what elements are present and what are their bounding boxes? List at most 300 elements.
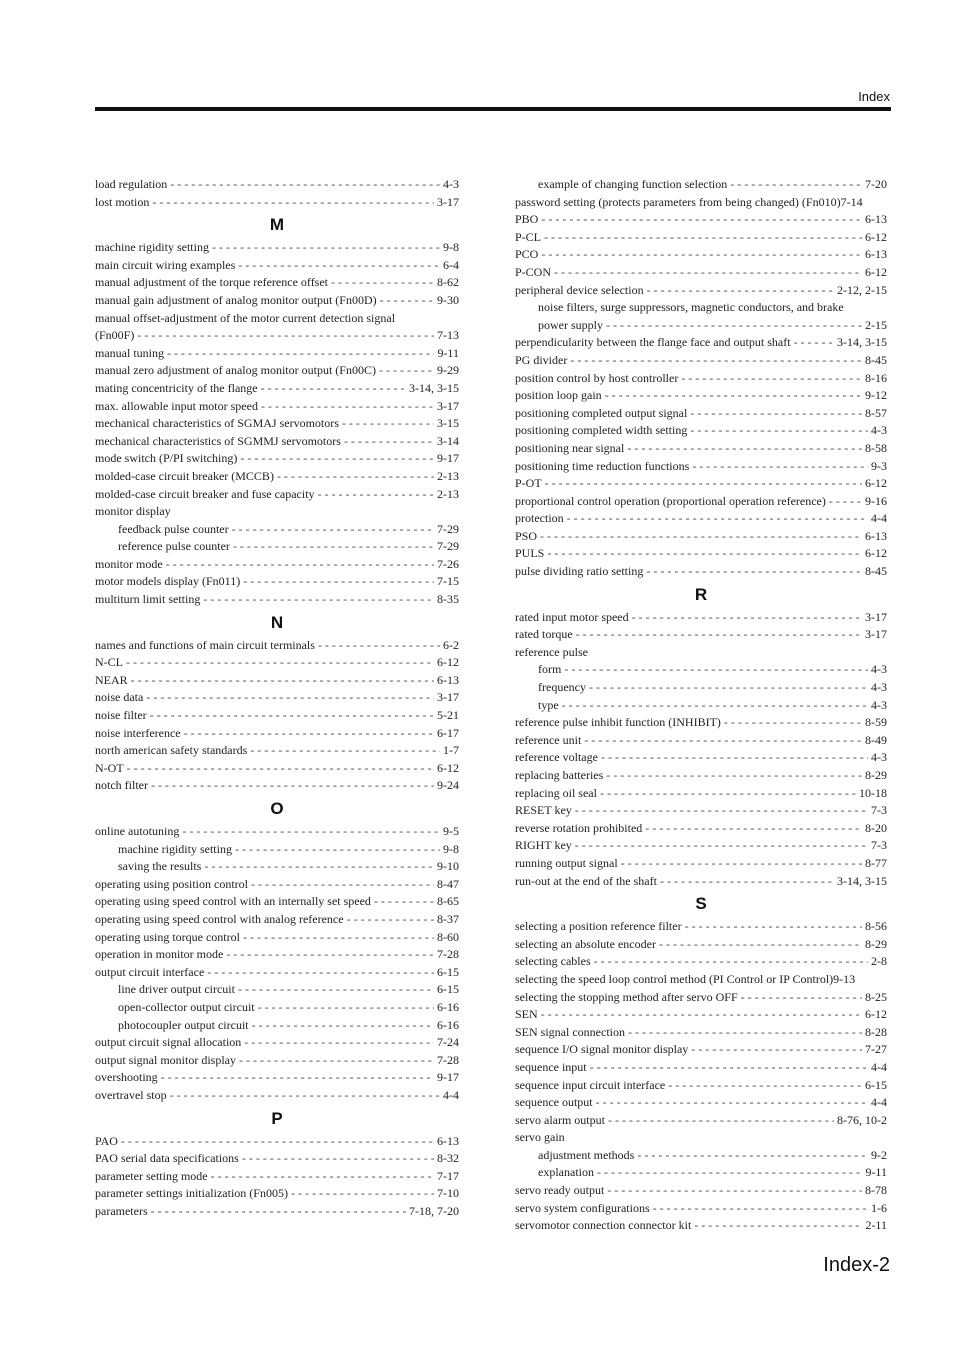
entry-page-ref: 6-12	[865, 264, 887, 279]
entry-term: manual zero adjustment of analog monitor output (Fn00C)	[95, 363, 376, 378]
index-entry	[515, 334, 887, 352]
index-entry	[95, 1133, 459, 1151]
dot-leader	[258, 999, 434, 1017]
entry-page-ref: 7-28	[437, 947, 459, 962]
entry-term: pulse dividing ratio setting	[515, 564, 644, 579]
index-entry	[95, 777, 459, 795]
entry-page-ref: 8-60	[437, 929, 459, 944]
dot-leader	[235, 841, 440, 859]
index-entry	[515, 370, 887, 388]
entry-page-ref: 2-11	[865, 1218, 887, 1233]
running-header-section: Index	[858, 89, 890, 104]
dot-leader	[668, 1077, 862, 1095]
index-entry	[95, 707, 459, 725]
dot-leader	[170, 176, 440, 194]
dot-leader	[380, 292, 434, 310]
entry-term: operating using speed control with an internally set speed	[95, 894, 371, 909]
entry-term: servo gain	[515, 1130, 565, 1145]
entry-page-ref: 3-14	[437, 433, 459, 448]
dot-leader	[242, 1150, 434, 1168]
dot-leader	[238, 257, 440, 275]
index-entry	[515, 785, 887, 803]
index-entry	[515, 1024, 887, 1042]
dot-leader	[628, 1024, 862, 1042]
index-subentry	[515, 176, 887, 194]
entry-page-ref: 4-3	[871, 697, 887, 712]
entry-page-ref: 9-16	[865, 493, 887, 508]
entry-term: P-CL	[515, 229, 542, 244]
dot-leader	[344, 433, 434, 451]
dot-leader	[207, 964, 434, 982]
entry-page-ref: 6-13	[437, 672, 459, 687]
entry-term-continued: (Fn00F)	[95, 328, 135, 343]
entry-page-ref: 7-28	[437, 1052, 459, 1067]
dot-leader	[653, 1200, 868, 1218]
index-entry	[95, 893, 459, 911]
entry-term: motor models display (Fn011)	[95, 574, 241, 589]
entry-page-ref: 8-59	[865, 715, 887, 730]
entry-page-ref: 8-28	[865, 1024, 887, 1039]
index-entry	[515, 918, 887, 936]
entry-term: selecting the speed loop control method (PI Control or IP Control)9-13	[515, 971, 856, 986]
dot-leader	[226, 946, 434, 964]
entry-page-ref: 2-8	[871, 954, 887, 969]
entry-page-ref: 2-13	[437, 468, 459, 483]
index-entry	[515, 714, 887, 732]
entry-term: main circuit wiring examples	[95, 257, 236, 272]
dot-leader	[794, 334, 834, 352]
dot-leader	[243, 929, 434, 947]
entry-term: noise filters, surge suppressors, magnetic conductors, and brake	[538, 300, 844, 315]
dot-leader	[685, 918, 862, 936]
entry-term: output signal monitor display	[95, 1052, 236, 1067]
index-subentry	[95, 858, 459, 876]
dot-leader	[647, 282, 834, 300]
entry-term: perpendicularity between the flange face and output shaft	[515, 335, 791, 350]
entry-term: feedback pulse counter	[118, 521, 229, 536]
index-entry	[95, 1034, 459, 1052]
entry-term: servo alarm output	[515, 1112, 605, 1127]
dot-leader	[152, 194, 434, 212]
index-entry	[95, 398, 459, 416]
index-entry	[515, 299, 887, 317]
entry-term: overshooting	[95, 1070, 158, 1085]
index-entry	[515, 1200, 887, 1218]
entry-term: mating concentricity of the flange	[95, 380, 258, 395]
index-entry	[95, 725, 459, 743]
entry-page-ref: 7-29	[437, 521, 459, 536]
entry-term: position control by host controller	[515, 370, 679, 385]
index-entry	[515, 802, 887, 820]
dot-leader	[211, 1168, 434, 1186]
entry-term: positioning completed width setting	[515, 423, 688, 438]
index-entry	[515, 837, 887, 855]
dot-leader	[127, 760, 434, 778]
index-entry	[95, 876, 459, 894]
index-entry	[95, 468, 459, 486]
index-column-left	[95, 176, 459, 1220]
entry-page-ref: 3-14, 3-15	[837, 873, 887, 888]
entry-term: reference unit	[515, 732, 582, 747]
entry-page-ref: 6-15	[437, 982, 459, 997]
index-letter-heading: P	[271, 1108, 283, 1128]
index-entry	[95, 573, 459, 591]
entry-term: names and functions of main circuit terminals	[95, 637, 315, 652]
entry-term: max. allowable input motor speed	[95, 398, 258, 413]
entry-term: overtravel stop	[95, 1087, 167, 1102]
entry-term: machine rigidity setting	[95, 240, 209, 255]
index-entry	[95, 689, 459, 707]
index-entry	[95, 1087, 459, 1105]
dot-leader	[379, 362, 434, 380]
entry-term: selecting a position reference filter	[515, 919, 682, 934]
entry-page-ref: 8-49	[865, 732, 887, 747]
dot-leader	[347, 911, 434, 929]
entry-page-ref: 5-21	[437, 708, 459, 723]
entry-term: PAO	[95, 1133, 118, 1148]
entry-page-ref: 7-15	[437, 574, 459, 589]
entry-page-ref: 8-65	[437, 894, 459, 909]
dot-leader	[597, 1164, 862, 1182]
dot-leader	[605, 387, 862, 405]
index-entry	[95, 486, 459, 504]
index-column-right	[515, 176, 887, 1235]
index-subentry	[95, 999, 459, 1017]
dot-leader	[251, 876, 434, 894]
dot-leader	[570, 352, 862, 370]
entry-page-ref: 6-12	[865, 476, 887, 491]
dot-leader	[250, 742, 440, 760]
entry-page-ref: 1-7	[443, 743, 459, 758]
dot-leader	[659, 936, 862, 954]
dot-leader	[541, 246, 862, 264]
entry-page-ref: 6-13	[865, 528, 887, 543]
entry-page-ref: 3-17	[437, 398, 459, 413]
entry-page-ref: 8-62	[437, 275, 459, 290]
entry-page-ref: 3-14, 3-15	[409, 380, 459, 395]
dot-leader	[576, 626, 862, 644]
index-entry	[515, 936, 887, 954]
dot-leader	[182, 823, 440, 841]
dot-leader	[233, 538, 434, 556]
entry-page-ref: 6-15	[865, 1077, 887, 1092]
dot-leader	[567, 510, 868, 528]
index-entry	[95, 1150, 459, 1168]
entry-page-ref: 8-25	[865, 989, 887, 1004]
entry-term: multiturn limit setting	[95, 592, 201, 607]
index-entry	[515, 264, 887, 282]
entry-page-ref: 8-78	[865, 1183, 887, 1198]
index-entry	[515, 1059, 887, 1077]
entry-term: adjustment methods	[538, 1147, 635, 1162]
index-subentry	[515, 661, 887, 679]
index-subentry	[95, 841, 459, 859]
dot-leader	[606, 767, 862, 785]
header-rule	[95, 107, 891, 111]
dot-leader	[545, 475, 862, 493]
entry-term: reference pulse counter	[118, 539, 230, 554]
entry-term: N-OT	[95, 760, 124, 775]
entry-page-ref: 9-11	[437, 345, 459, 360]
index-entry	[95, 176, 459, 194]
dot-leader	[540, 528, 862, 546]
entry-term: position loop gain	[515, 388, 602, 403]
entry-term: parameter setting mode	[95, 1168, 208, 1183]
entry-page-ref: 8-45	[865, 564, 887, 579]
index-subentry	[95, 1017, 459, 1035]
index-entry	[95, 450, 459, 468]
dot-leader	[541, 1006, 862, 1024]
index-entry	[95, 503, 459, 521]
entry-page-ref: 3-15	[437, 416, 459, 431]
index-entry-continuation	[515, 317, 887, 335]
dot-leader	[646, 563, 862, 581]
dot-leader	[244, 1034, 434, 1052]
index-subentry	[95, 981, 459, 999]
entry-term: molded-case circuit breaker (MCCB)	[95, 468, 274, 483]
entry-page-ref: 7-24	[437, 1035, 459, 1050]
dot-leader	[318, 486, 434, 504]
entry-page-ref: 8-77	[865, 855, 887, 870]
dot-leader	[151, 777, 434, 795]
index-entry	[95, 362, 459, 380]
dot-leader	[601, 749, 868, 767]
entry-term: load regulation	[95, 177, 168, 191]
index-entry	[515, 1217, 887, 1235]
index-entry	[515, 1077, 887, 1095]
dot-leader	[318, 637, 440, 655]
entry-page-ref: 6-2	[443, 637, 459, 652]
entry-term: run-out at the end of the shaft	[515, 873, 657, 888]
entry-term: selecting an absolute encoder	[515, 936, 656, 951]
entry-term: manual adjustment of the torque reference offset	[95, 275, 329, 290]
dot-leader	[238, 981, 434, 999]
index-entry	[515, 510, 887, 528]
entry-page-ref: 3-17	[865, 627, 887, 642]
index-subentry	[515, 1164, 887, 1182]
entry-page-ref: 4-4	[871, 1095, 887, 1110]
entry-term: operating using torque control	[95, 929, 240, 944]
dot-leader	[645, 820, 862, 838]
entry-term: PBO	[515, 212, 539, 227]
entry-term: password setting (protects parameters from being changed) (Fn010)7-14	[515, 194, 863, 209]
entry-term: saving the results	[118, 859, 202, 874]
entry-term: PULS	[515, 546, 545, 561]
entry-term: manual offset-adjustment of the motor current detection signal	[95, 310, 396, 325]
index-entry	[515, 626, 887, 644]
entry-term: form	[538, 662, 562, 677]
entry-page-ref: 6-13	[437, 1133, 459, 1148]
index-entry	[515, 528, 887, 546]
entry-page-ref: 9-12	[865, 388, 887, 403]
dot-leader	[126, 654, 434, 672]
dot-leader	[232, 521, 434, 539]
entry-page-ref: 10-18	[859, 785, 887, 800]
index-entry	[95, 964, 459, 982]
entry-term: monitor mode	[95, 556, 163, 571]
entry-term: output circuit interface	[95, 964, 205, 979]
entry-term: peripheral device selection	[515, 282, 644, 297]
entry-page-ref: 6-12	[437, 655, 459, 670]
dot-leader	[150, 707, 434, 725]
dot-leader	[204, 858, 434, 876]
entry-page-ref: 4-4	[871, 1059, 887, 1074]
entry-page-ref: 9-24	[437, 778, 459, 793]
entry-term: machine rigidity setting	[118, 841, 232, 856]
entry-page-ref: 9-29	[437, 363, 459, 378]
entry-term: manual gain adjustment of analog monitor output (Fn00D)	[95, 292, 377, 307]
dot-leader	[121, 1133, 434, 1151]
dot-leader	[681, 370, 862, 388]
index-entry	[95, 1203, 459, 1221]
index-subentry	[515, 679, 887, 697]
index-entry	[95, 310, 459, 328]
entry-page-ref: 9-2	[871, 1147, 887, 1162]
entry-term: parameters	[95, 1203, 148, 1218]
index-entry	[95, 672, 459, 690]
entry-page-ref: 6-13	[865, 247, 887, 262]
index-entry	[515, 644, 887, 662]
dot-leader	[690, 405, 862, 423]
entry-term: line driver output circuit	[118, 982, 235, 997]
entry-term: north american safety standards	[95, 743, 248, 758]
entry-term: selecting the stopping method after servo OFF	[515, 989, 738, 1004]
entry-page-ref: 4-3	[443, 177, 459, 191]
dot-leader	[146, 689, 434, 707]
index-entry	[515, 422, 887, 440]
entry-term: reference pulse	[515, 644, 588, 659]
entry-term: explanation	[538, 1165, 594, 1180]
entry-page-ref: 6-12	[865, 1007, 887, 1022]
dot-leader	[691, 1041, 862, 1059]
dot-leader	[584, 732, 862, 750]
entry-page-ref: 2-12, 2-15	[837, 282, 887, 297]
dot-leader	[562, 697, 868, 715]
entry-page-ref: 9-30	[437, 292, 459, 307]
index-entry	[515, 1094, 887, 1112]
entry-term: molded-case circuit breaker and fuse capacity	[95, 486, 315, 501]
dot-leader	[564, 661, 868, 679]
dot-leader	[137, 327, 434, 345]
dot-leader	[627, 440, 862, 458]
entry-page-ref: 7-29	[437, 539, 459, 554]
index-letter-heading: N	[270, 612, 284, 632]
dot-leader	[277, 468, 434, 486]
entry-term: servo system configurations	[515, 1200, 650, 1215]
dot-leader	[632, 609, 862, 627]
entry-term: example of changing function selection	[538, 177, 728, 191]
index-entry	[515, 609, 887, 627]
entry-page-ref: 3-14, 3-15	[837, 335, 887, 350]
dot-leader	[342, 415, 434, 433]
dot-leader	[374, 893, 434, 911]
dot-leader	[212, 239, 440, 257]
entry-term: P-OT	[515, 476, 542, 491]
dot-leader	[690, 422, 868, 440]
entry-page-ref: 8-29	[865, 768, 887, 782]
entry-page-ref: 4-3	[871, 750, 887, 765]
index-entry	[515, 732, 887, 750]
entry-term: positioning completed output signal	[515, 405, 688, 420]
entry-page-ref: 8-20	[865, 820, 887, 835]
dot-leader	[660, 873, 834, 891]
entry-page-ref: 7-20	[865, 177, 887, 191]
dot-leader	[203, 591, 434, 609]
entry-page-ref: 8-45	[865, 352, 887, 367]
index-entry	[515, 211, 887, 229]
entry-term: notch filter	[95, 778, 148, 793]
entry-page-ref: 9-5	[443, 824, 459, 838]
entry-term: noise interference	[95, 725, 181, 740]
entry-term: mode switch (P/PI switching)	[95, 451, 238, 466]
dot-leader	[575, 837, 868, 855]
index-entry	[515, 352, 887, 370]
index-entry	[515, 405, 887, 423]
entry-page-ref: 6-13	[865, 212, 887, 227]
entry-page-ref: 4-3	[871, 423, 887, 438]
dot-leader	[594, 953, 868, 971]
index-letter-heading: M	[269, 215, 285, 235]
entry-page-ref: 1-6	[871, 1200, 887, 1215]
entry-page-ref: 9-17	[437, 1070, 459, 1085]
entry-page-ref: 4-4	[871, 511, 887, 526]
entry-page-ref: 8-32	[437, 1151, 459, 1166]
entry-term: mechanical characteristics of SGMMJ servomotors	[95, 433, 341, 448]
index-entry	[515, 387, 887, 405]
index-entry	[515, 953, 887, 971]
index-entry	[515, 440, 887, 458]
entry-term: servo ready output	[515, 1183, 605, 1198]
entry-term: mechanical characteristics of SGMAJ servomotors	[95, 416, 339, 431]
entry-term: rated torque	[515, 627, 573, 642]
dot-leader	[829, 493, 862, 511]
entry-page-ref: 9-10	[437, 859, 459, 874]
index-entry	[515, 246, 887, 264]
index-subentry	[515, 697, 887, 715]
entry-term: SEN signal connection	[515, 1024, 625, 1039]
entry-page-ref: 7-26	[437, 556, 459, 571]
dot-leader	[261, 398, 434, 416]
entry-term: reference pulse inhibit function (INHIBIT)	[515, 715, 721, 730]
entry-page-ref: 6-4	[443, 257, 459, 272]
entry-page-ref: 7-17	[437, 1168, 459, 1183]
entry-page-ref: 8-37	[437, 911, 459, 926]
dot-leader	[600, 785, 856, 803]
entry-term: sequence I/O signal monitor display	[515, 1042, 689, 1057]
entry-term: output circuit signal allocation	[95, 1035, 242, 1050]
entry-term: proportional control operation (proportional operation reference)	[515, 493, 826, 508]
entry-term-continued: power supply	[538, 317, 603, 332]
entry-term: operating using position control	[95, 876, 248, 891]
dot-leader	[596, 1094, 868, 1112]
index-entry	[95, 274, 459, 292]
entry-term: PG divider	[515, 352, 568, 367]
entry-term: RIGHT key	[515, 838, 572, 853]
index-entry	[515, 493, 887, 511]
entry-term: sequence input circuit interface	[515, 1077, 666, 1092]
entry-page-ref: 4-3	[871, 680, 887, 695]
entry-term: photocoupler output circuit	[118, 1017, 249, 1032]
dot-leader	[331, 274, 434, 292]
index-entry	[95, 760, 459, 778]
index-letter-heading: S	[695, 894, 707, 914]
entry-term: N-CL	[95, 655, 123, 670]
index-entry	[95, 1185, 459, 1203]
entry-term: RESET key	[515, 803, 572, 818]
dot-leader	[243, 573, 434, 591]
index-letter-heading: O	[270, 799, 284, 818]
index-entry	[95, 637, 459, 655]
